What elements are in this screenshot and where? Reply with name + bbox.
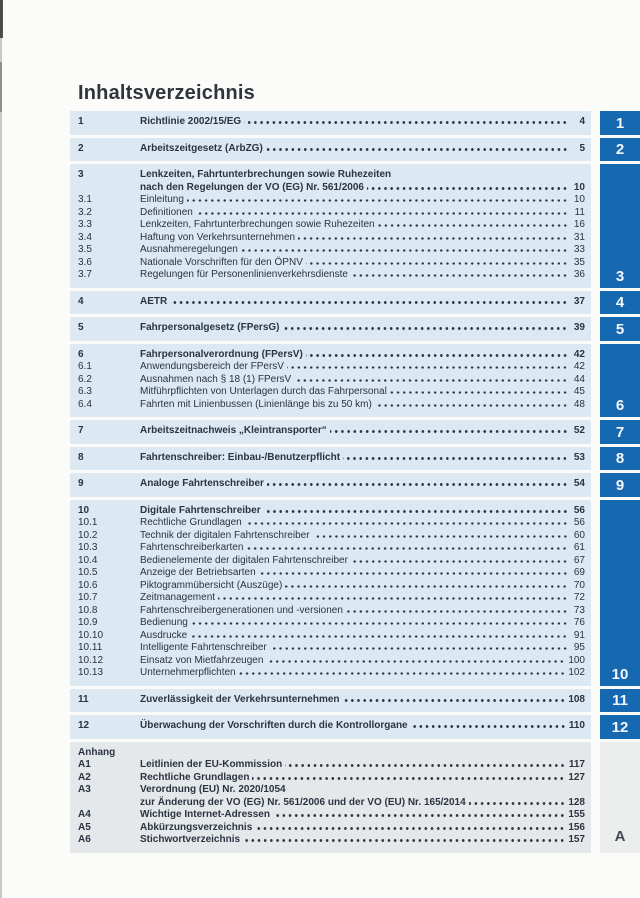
toc-entry-title: Überwachung der Vorschriften durch die Kontrollorgane xyxy=(140,720,408,731)
dotted-leader xyxy=(266,660,565,663)
toc-row xyxy=(78,667,585,680)
toc-row xyxy=(78,269,585,282)
toc-entry-page: 36 xyxy=(573,269,585,280)
section-tab-label: 12 xyxy=(611,718,629,736)
toc-entry-title: Zeitmanagement xyxy=(140,592,216,603)
toc-entry-title: Arbeitszeitgesetz (ArbZG) xyxy=(140,142,263,154)
dotted-leader xyxy=(190,635,568,638)
toc-section xyxy=(70,111,640,135)
toc-band xyxy=(70,715,591,739)
toc-entry-title: Richtlinie 2002/15/EG xyxy=(140,116,242,127)
dotted-leader xyxy=(367,187,568,190)
dotted-leader xyxy=(346,610,568,613)
toc-entry-page: 73 xyxy=(573,604,585,616)
toc-entry-page: 128 xyxy=(568,796,585,808)
dotted-leader xyxy=(239,672,566,675)
toc-entry-title: Ausnahmen nach § 18 (1) FPersV xyxy=(140,373,292,385)
toc-band xyxy=(70,164,591,288)
toc-entry-title: Anwendungsbereich der FPersV xyxy=(140,361,284,372)
toc-entry-title: Ausnahmeregelungen xyxy=(140,244,238,255)
toc-row xyxy=(78,219,585,232)
dotted-leader xyxy=(306,354,568,357)
toc-entry-number: 10.8 xyxy=(78,604,98,616)
toc-entry-title: Fahrtenschreiberkarten xyxy=(140,542,244,553)
toc-entry-title: Piktogrammübersicht (Auszüge) xyxy=(140,579,283,591)
toc-entry-number: 5 xyxy=(78,322,84,333)
dotted-leader xyxy=(469,802,566,805)
toc-entry-number: 6.3 xyxy=(78,386,92,397)
section-tab-label: 2 xyxy=(615,141,625,158)
dotted-leader xyxy=(170,301,568,304)
toc-entry-page: 127 xyxy=(568,771,585,783)
toc-entry-number: Anhang xyxy=(78,746,116,758)
toc-entry-page: 42 xyxy=(573,348,585,360)
toc-entry-title: Bedienung xyxy=(140,617,188,628)
toc-entry-title: Digitale Fahrtenschreiber xyxy=(140,504,261,516)
section-tab-2 xyxy=(600,138,640,162)
toc-entry-title: Lenkzeiten, Fahrtunterbrechungen sowie Ruhezeiten xyxy=(140,219,375,230)
section-tab-label: 6 xyxy=(615,397,625,414)
toc-entry-page: 37 xyxy=(573,295,585,307)
toc-entry-number: A2 xyxy=(78,771,91,783)
toc-band xyxy=(70,420,591,444)
dotted-leader xyxy=(246,547,568,550)
toc-entry-page: 53 xyxy=(573,451,585,463)
toc-entry-title: Zuverlässigkeit der Verkehrsunternehmen xyxy=(140,693,340,705)
dotted-leader xyxy=(294,379,568,382)
toc-row xyxy=(78,116,585,129)
toc-band xyxy=(70,447,591,471)
toc-row xyxy=(78,580,585,593)
toc-entry-number: 3.7 xyxy=(78,269,92,280)
dotted-leader xyxy=(351,560,568,563)
toc-entry-page: 56 xyxy=(573,504,585,516)
toc-entry-title: Rechtliche Grundlagen xyxy=(140,771,250,783)
toc-entry-number: A1 xyxy=(78,759,91,770)
toc-row xyxy=(78,747,585,760)
toc-entry-page: 60 xyxy=(573,529,585,541)
toc-row xyxy=(78,452,585,465)
toc-band xyxy=(70,742,591,853)
section-tab-3 xyxy=(600,164,640,288)
section-tab-label: 4 xyxy=(615,294,625,311)
toc-entry-page: 10 xyxy=(573,181,585,193)
toc-band xyxy=(70,500,591,686)
toc-row xyxy=(78,642,585,655)
dotted-leader xyxy=(285,764,566,767)
dotted-leader xyxy=(264,510,568,513)
toc-entry-number: 3.6 xyxy=(78,256,92,268)
dotted-leader xyxy=(378,224,568,227)
toc-row xyxy=(78,169,585,182)
toc-entry-page: 54 xyxy=(573,478,585,489)
toc-row xyxy=(78,822,585,835)
section-tab-10 xyxy=(600,500,640,686)
toc-entry-title: Anzeige der Betriebsarten xyxy=(140,567,256,578)
dotted-leader xyxy=(313,535,568,538)
section-tab-7 xyxy=(600,420,640,444)
toc-entry-title: Fahrpersonalverordnung (FPersV) xyxy=(140,348,303,360)
toc-row xyxy=(78,834,585,847)
dotted-leader xyxy=(343,457,568,460)
dotted-leader xyxy=(351,274,568,277)
toc-section xyxy=(70,715,640,739)
toc-entry-number: 10.12 xyxy=(78,654,104,666)
toc-entry-page: 35 xyxy=(573,256,585,268)
toc-row xyxy=(78,478,585,491)
toc-entry-number: 10.9 xyxy=(78,617,98,628)
toc-entry-number: 9 xyxy=(78,478,84,489)
toc-entry-title: Technik der digitalen Fahrtenschreiber xyxy=(140,529,310,541)
toc-section xyxy=(70,291,640,315)
section-tab-9 xyxy=(600,473,640,497)
toc-row xyxy=(78,592,585,605)
toc-row xyxy=(78,244,585,257)
toc-entry-title: Definitionen xyxy=(140,206,193,218)
toc-entry-page: 76 xyxy=(573,617,585,628)
dotted-leader xyxy=(187,199,568,202)
dotted-leader xyxy=(191,622,568,625)
section-tab-4 xyxy=(600,291,640,315)
toc-row xyxy=(78,232,585,245)
toc-section xyxy=(70,447,640,471)
toc-row xyxy=(78,772,585,785)
toc-row xyxy=(78,784,585,797)
toc-entry-number: 10.11 xyxy=(78,642,103,653)
toc-entry-number: 1 xyxy=(78,116,84,127)
toc-entry-number: 3.3 xyxy=(78,219,92,230)
toc-section xyxy=(70,689,640,713)
toc-entry-number: A6 xyxy=(78,834,91,845)
toc-section xyxy=(70,473,640,497)
document-page xyxy=(70,82,640,856)
toc-entry-title: Abkürzungsverzeichnis xyxy=(140,821,253,833)
toc-entry-page: 16 xyxy=(573,219,585,230)
dotted-leader xyxy=(306,262,568,265)
toc-entry-page: 72 xyxy=(573,592,585,603)
toc-entry-number: 6 xyxy=(78,348,84,360)
toc-entry-number: 4 xyxy=(78,295,84,307)
toc-entry-number: 10.13 xyxy=(78,667,104,678)
toc-entry-number: 3.2 xyxy=(78,206,92,218)
toc-entry-page: 42 xyxy=(573,361,585,372)
toc-row xyxy=(78,386,585,399)
toc-entry-title: Regelungen für Personenlinienverkehrsdienste xyxy=(140,269,348,280)
dotted-leader xyxy=(252,777,565,780)
dotted-leader xyxy=(285,585,568,588)
toc-row xyxy=(78,505,585,518)
toc-entry-title: Nationale Vorschriften für den ÖPNV xyxy=(140,256,303,268)
toc-entry-title: nach den Regelungen der VO (EG) Nr. 561/2006 xyxy=(140,181,364,193)
toc-entry-page: 117 xyxy=(568,759,585,770)
toc-entry-page: 5 xyxy=(579,142,585,154)
toc-entry-title: Einleitung xyxy=(140,194,184,205)
toc-entry-number: 10.10 xyxy=(78,629,104,641)
toc-entry-title: Leitlinien der EU-Kommission xyxy=(140,759,283,770)
toc-entry-title: Ausdrucke xyxy=(140,629,188,641)
section-tab-12 xyxy=(600,715,640,739)
toc-entry-title: Fahrtenschreibergenerationen und -versionen xyxy=(140,604,343,616)
toc-entry-title: zur Änderung der VO (EG) Nr. 561/2006 und der VO (EU) Nr. 165/2014 xyxy=(140,796,466,808)
section-tab-a xyxy=(600,742,640,853)
toc-row xyxy=(78,143,585,156)
toc-entry-title: Arbeitszeitnachweis „Kleintransporter“ xyxy=(140,425,327,436)
toc-list xyxy=(70,111,640,853)
toc-row xyxy=(78,425,585,438)
section-tab-label: 3 xyxy=(615,267,625,285)
toc-entry-title: Rechtliche Grundlagen xyxy=(140,517,242,528)
toc-entry-title: AETR xyxy=(140,295,168,307)
toc-entry-page: 95 xyxy=(573,642,585,653)
toc-entry-page: 10 xyxy=(573,194,585,205)
dotted-leader xyxy=(375,404,568,407)
toc-row xyxy=(78,655,585,668)
dotted-leader xyxy=(298,237,568,240)
section-tab-8 xyxy=(600,447,640,471)
page-title: Inhaltsverzeichnis xyxy=(78,82,255,104)
dotted-leader xyxy=(330,430,568,433)
toc-band xyxy=(70,111,591,135)
toc-entry-number: 6.2 xyxy=(78,373,92,385)
toc-entry-number: 6.4 xyxy=(78,398,92,410)
toc-entry-page: 108 xyxy=(568,693,585,705)
section-tab-11 xyxy=(600,689,640,713)
toc-entry-number: 11 xyxy=(78,693,89,705)
toc-entry-number: A4 xyxy=(78,809,91,820)
toc-section xyxy=(70,500,640,686)
toc-entry-page: 69 xyxy=(573,567,585,578)
toc-entry-number: 10.1 xyxy=(78,517,98,528)
dotted-leader xyxy=(390,391,568,394)
toc-entry-page: 56 xyxy=(573,517,585,528)
toc-row xyxy=(78,617,585,630)
toc-entry-title: Einsatz von Mietfahrzeugen xyxy=(140,654,264,666)
toc-entry-title: Bedienelemente der digitalen Fahrtenschreiber xyxy=(140,554,348,566)
section-tab-5 xyxy=(600,317,640,341)
toc-row xyxy=(78,720,585,733)
scan-artifact-mark xyxy=(0,0,3,38)
section-tab-label: 7 xyxy=(615,423,625,441)
toc-entry-page: 91 xyxy=(573,629,585,641)
dotted-leader xyxy=(266,148,568,151)
section-tab-label: A xyxy=(614,827,626,845)
toc-entry-title: Fahrpersonalgesetz (FPersG) xyxy=(140,322,280,333)
toc-band xyxy=(70,291,591,315)
toc-entry-number: A5 xyxy=(78,821,91,833)
toc-row xyxy=(78,517,585,530)
dotted-leader xyxy=(241,249,568,252)
toc-entry-number: 3.1 xyxy=(78,194,92,205)
toc-entry-page: 67 xyxy=(573,554,585,566)
toc-entry-title: Fahrten mit Linienbussen (Linienlänge bis zu 50 km) xyxy=(140,398,372,410)
scan-artifact-left-edge xyxy=(0,0,2,898)
toc-row xyxy=(78,194,585,207)
toc-row xyxy=(78,399,585,412)
toc-entry-number: 10.6 xyxy=(78,579,98,591)
toc-entry-page: 110 xyxy=(568,720,585,731)
toc-entry-title: Fahrtenschreiber: Einbau-/Benutzerpflicht xyxy=(140,451,341,463)
toc-entry-number: 10.4 xyxy=(78,554,98,566)
toc-section xyxy=(70,420,640,444)
toc-row xyxy=(78,694,585,707)
toc-row xyxy=(78,182,585,195)
toc-band xyxy=(70,473,591,497)
dotted-leader xyxy=(196,212,568,215)
toc-entry-title: Stichwortverzeichnis xyxy=(140,834,241,845)
toc-entry-title: Mitführpflichten von Unterlagen durch das Fahrpersonal xyxy=(140,386,387,397)
toc-entry-page: 44 xyxy=(573,373,585,385)
toc-row xyxy=(78,630,585,643)
toc-entry-number: 10.2 xyxy=(78,529,98,541)
toc-row xyxy=(78,555,585,568)
toc-entry-number: 10.3 xyxy=(78,542,98,553)
section-tab-label: 1 xyxy=(615,114,625,132)
section-tab-label: 8 xyxy=(615,450,625,467)
dotted-leader xyxy=(273,814,565,817)
section-tab-label: 9 xyxy=(615,476,625,494)
toc-entry-number: 10.7 xyxy=(78,592,98,603)
toc-entry-page: 70 xyxy=(573,579,585,591)
toc-entry-page: 155 xyxy=(568,809,585,820)
dotted-leader xyxy=(255,827,565,830)
toc-row xyxy=(78,296,585,309)
toc-band xyxy=(70,689,591,713)
toc-row xyxy=(78,257,585,270)
toc-row xyxy=(78,759,585,772)
toc-entry-page: 4 xyxy=(579,116,585,127)
toc-row xyxy=(78,605,585,618)
section-tab-label: 11 xyxy=(612,692,628,709)
toc-section xyxy=(70,138,640,162)
section-tab-6 xyxy=(600,344,640,418)
toc-entry-number: 10 xyxy=(78,504,90,516)
toc-section xyxy=(70,317,640,341)
toc-entry-title: Intelligente Fahrtenschreiber xyxy=(140,642,267,653)
toc-entry-page: 48 xyxy=(573,398,585,410)
toc-entry-number: 3 xyxy=(78,169,84,180)
dotted-leader xyxy=(218,597,568,600)
toc-entry-title: Verordnung (EU) Nr. 2020/1054 xyxy=(140,784,286,795)
toc-row xyxy=(78,542,585,555)
toc-row xyxy=(78,374,585,387)
toc-entry-title: Wichtige Internet-Adressen xyxy=(140,809,270,820)
toc-entry-page: 33 xyxy=(573,244,585,255)
toc-row xyxy=(78,207,585,220)
toc-entry-title: Haftung von Verkehrsunternehmen xyxy=(140,231,296,243)
toc-row xyxy=(78,530,585,543)
toc-entry-page: 52 xyxy=(573,425,585,436)
toc-entry-title: Unternehmerpflichten xyxy=(140,667,236,678)
toc-entry-number: 12 xyxy=(78,720,90,731)
toc-entry-page: 39 xyxy=(573,322,585,333)
toc-section xyxy=(70,164,640,288)
section-tab-1 xyxy=(600,111,640,135)
toc-entry-title: Analoge Fahrtenschreiber xyxy=(140,478,264,489)
toc-row xyxy=(78,567,585,580)
dotted-leader xyxy=(243,839,565,842)
dotted-leader xyxy=(244,121,568,124)
toc-entry-page: 100 xyxy=(568,654,585,666)
toc-entry-number: 2 xyxy=(78,142,84,154)
toc-section xyxy=(70,344,640,418)
dotted-leader xyxy=(259,572,568,575)
toc-band xyxy=(70,344,591,418)
dotted-leader xyxy=(245,522,568,525)
dotted-leader xyxy=(270,647,568,650)
toc-entry-page: 31 xyxy=(573,231,585,243)
toc-band xyxy=(70,138,591,162)
toc-row xyxy=(78,361,585,374)
toc-entry-number: A3 xyxy=(78,784,91,795)
toc-row xyxy=(78,322,585,335)
toc-entry-page: 156 xyxy=(568,821,585,833)
dotted-leader xyxy=(282,327,568,330)
toc-row xyxy=(78,797,585,810)
section-tab-label: 5 xyxy=(615,320,625,338)
toc-entry-title: Lenkzeiten, Fahrtunterbrechungen sowie Ruhezeiten xyxy=(140,169,392,180)
scan-artifact-mark xyxy=(0,62,2,112)
section-tab-label: 10 xyxy=(611,665,629,683)
toc-row xyxy=(78,349,585,362)
toc-section xyxy=(70,742,640,853)
toc-row xyxy=(78,809,585,822)
toc-entry-page: 157 xyxy=(568,834,585,845)
dotted-leader xyxy=(411,725,566,728)
toc-band xyxy=(70,317,591,341)
toc-entry-page: 61 xyxy=(573,542,585,553)
toc-entry-number: 7 xyxy=(78,425,84,436)
dotted-leader xyxy=(343,699,566,702)
toc-entry-page: 11 xyxy=(574,206,585,218)
toc-entry-page: 45 xyxy=(573,386,585,397)
toc-entry-page: 102 xyxy=(568,667,585,678)
toc-entry-number: 3.4 xyxy=(78,231,92,243)
dotted-leader xyxy=(267,483,568,486)
toc-entry-number: 6.1 xyxy=(78,361,92,372)
toc-entry-number: 8 xyxy=(78,451,84,463)
toc-entry-number: 3.5 xyxy=(78,244,92,255)
toc-entry-number: 10.5 xyxy=(78,567,98,578)
dotted-leader xyxy=(287,366,568,369)
